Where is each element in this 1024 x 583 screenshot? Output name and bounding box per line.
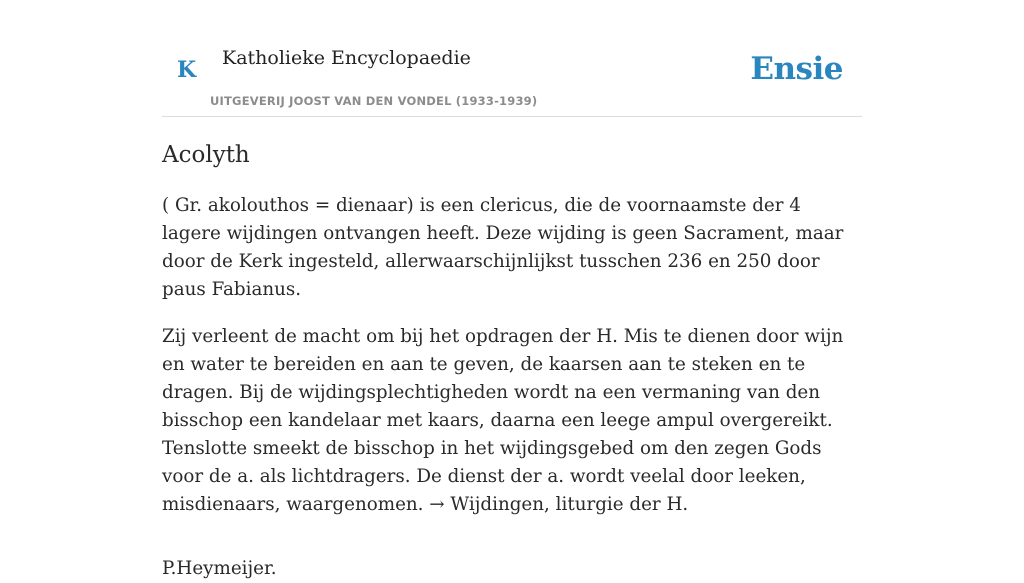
article-title: Acolyth: [162, 142, 250, 168]
logo-icon[interactable]: K: [177, 57, 197, 83]
article-paragraph-2: [162, 323, 862, 519]
site-title-link[interactable]: Katholieke Encyclopaedie: [222, 47, 471, 69]
site-header: [162, 0, 862, 117]
publisher-subtitle: UITGEVERIJ JOOST VAN DEN VONDEL (1933-1939): [210, 94, 538, 108]
article-body: [162, 192, 862, 583]
wijdingen-link[interactable]: → Wijdingen, liturgie der H.: [429, 494, 689, 515]
article-author: P.Heymeijer.: [162, 558, 277, 579]
article-paragraph-2-text: Zij verleent de macht om bij het opdragen der H. Mis te dienen door wijn en water te bereiden en aan te geven, de kaarsen aan te steken en te dragen. Bij de wijdingsplechtigheden wordt na een vermaning van den bisschop een kandelaar met kaars, daarna een leege ampul overgereikt. Tenslotte smeekt de bisschop in het wijdingsgebed om den zegen Gods voor de a. als lichtdragers. De dienst der a. wordt veelal door leeken, misdienaars, waargenomen.: [162, 326, 844, 515]
page-container: [162, 0, 862, 579]
article-paragraph-1: ( Gr. akolouthos = dienaar) is een clericus, die de voornaamste der 4 lagere wijdingen ontvangen heeft. Deze wijding is geen Sacrament, maar door de Kerk ingesteld, allerwaarschijnlijkst tusschen 236 en 250 door paus Fabianus.: [162, 195, 844, 300]
ensie-brand-link[interactable]: Ensie: [750, 51, 843, 87]
